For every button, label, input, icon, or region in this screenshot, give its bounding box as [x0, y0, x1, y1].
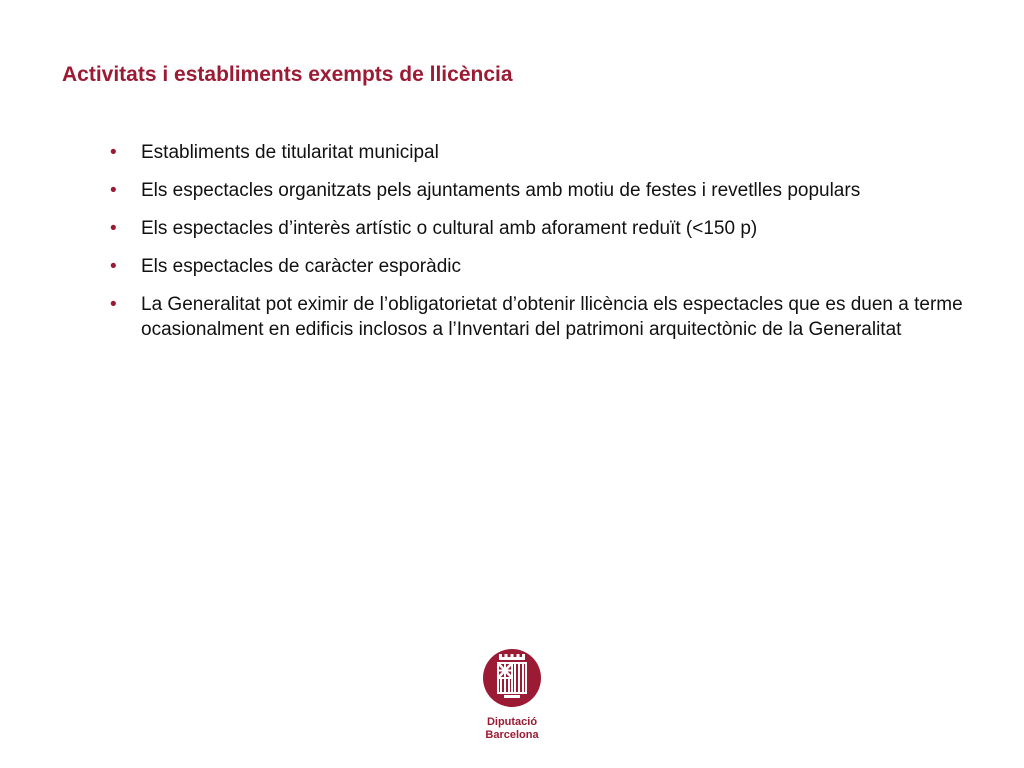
coat-of-arms-icon	[482, 648, 542, 708]
bullet-item	[110, 292, 970, 342]
bullet-marker: •	[110, 218, 117, 239]
bullet-marker: •	[110, 256, 117, 277]
bullet-text: Establiments de titularitat municipal	[141, 142, 439, 163]
bullet-list	[110, 140, 970, 355]
slide-title: Activitats i establiments exempts de llicència	[62, 63, 513, 86]
bullet-marker: •	[110, 180, 117, 201]
bullet-text: La Generalitat pot eximir de l’obligatorietat d’obtenir llicència els espectacles que es duen a terme ocasionalment en edificis inclosos a l’Inventari del patrimoni arquitectònic de la Generalitat	[141, 294, 963, 340]
logo-text-line2: Barcelona	[485, 729, 539, 741]
bullet-item	[110, 178, 970, 203]
bullet-item	[110, 140, 970, 165]
bullet-text: Els espectacles organitzats pels ajuntaments amb motiu de festes i revetlles populars	[141, 180, 861, 201]
bullet-item	[110, 254, 970, 279]
logo-text-line1: Diputació	[486, 716, 538, 728]
bullet-text: Els espectacles d’interès artístic o cultural amb aforament reduït (<150 p)	[141, 218, 758, 239]
diputacio-barcelona-logo	[475, 648, 549, 742]
bullet-item	[110, 216, 970, 241]
bullet-text: Els espectacles de caràcter esporàdic	[141, 256, 461, 277]
bullet-marker: •	[110, 142, 117, 163]
bullet-marker: •	[110, 294, 117, 315]
